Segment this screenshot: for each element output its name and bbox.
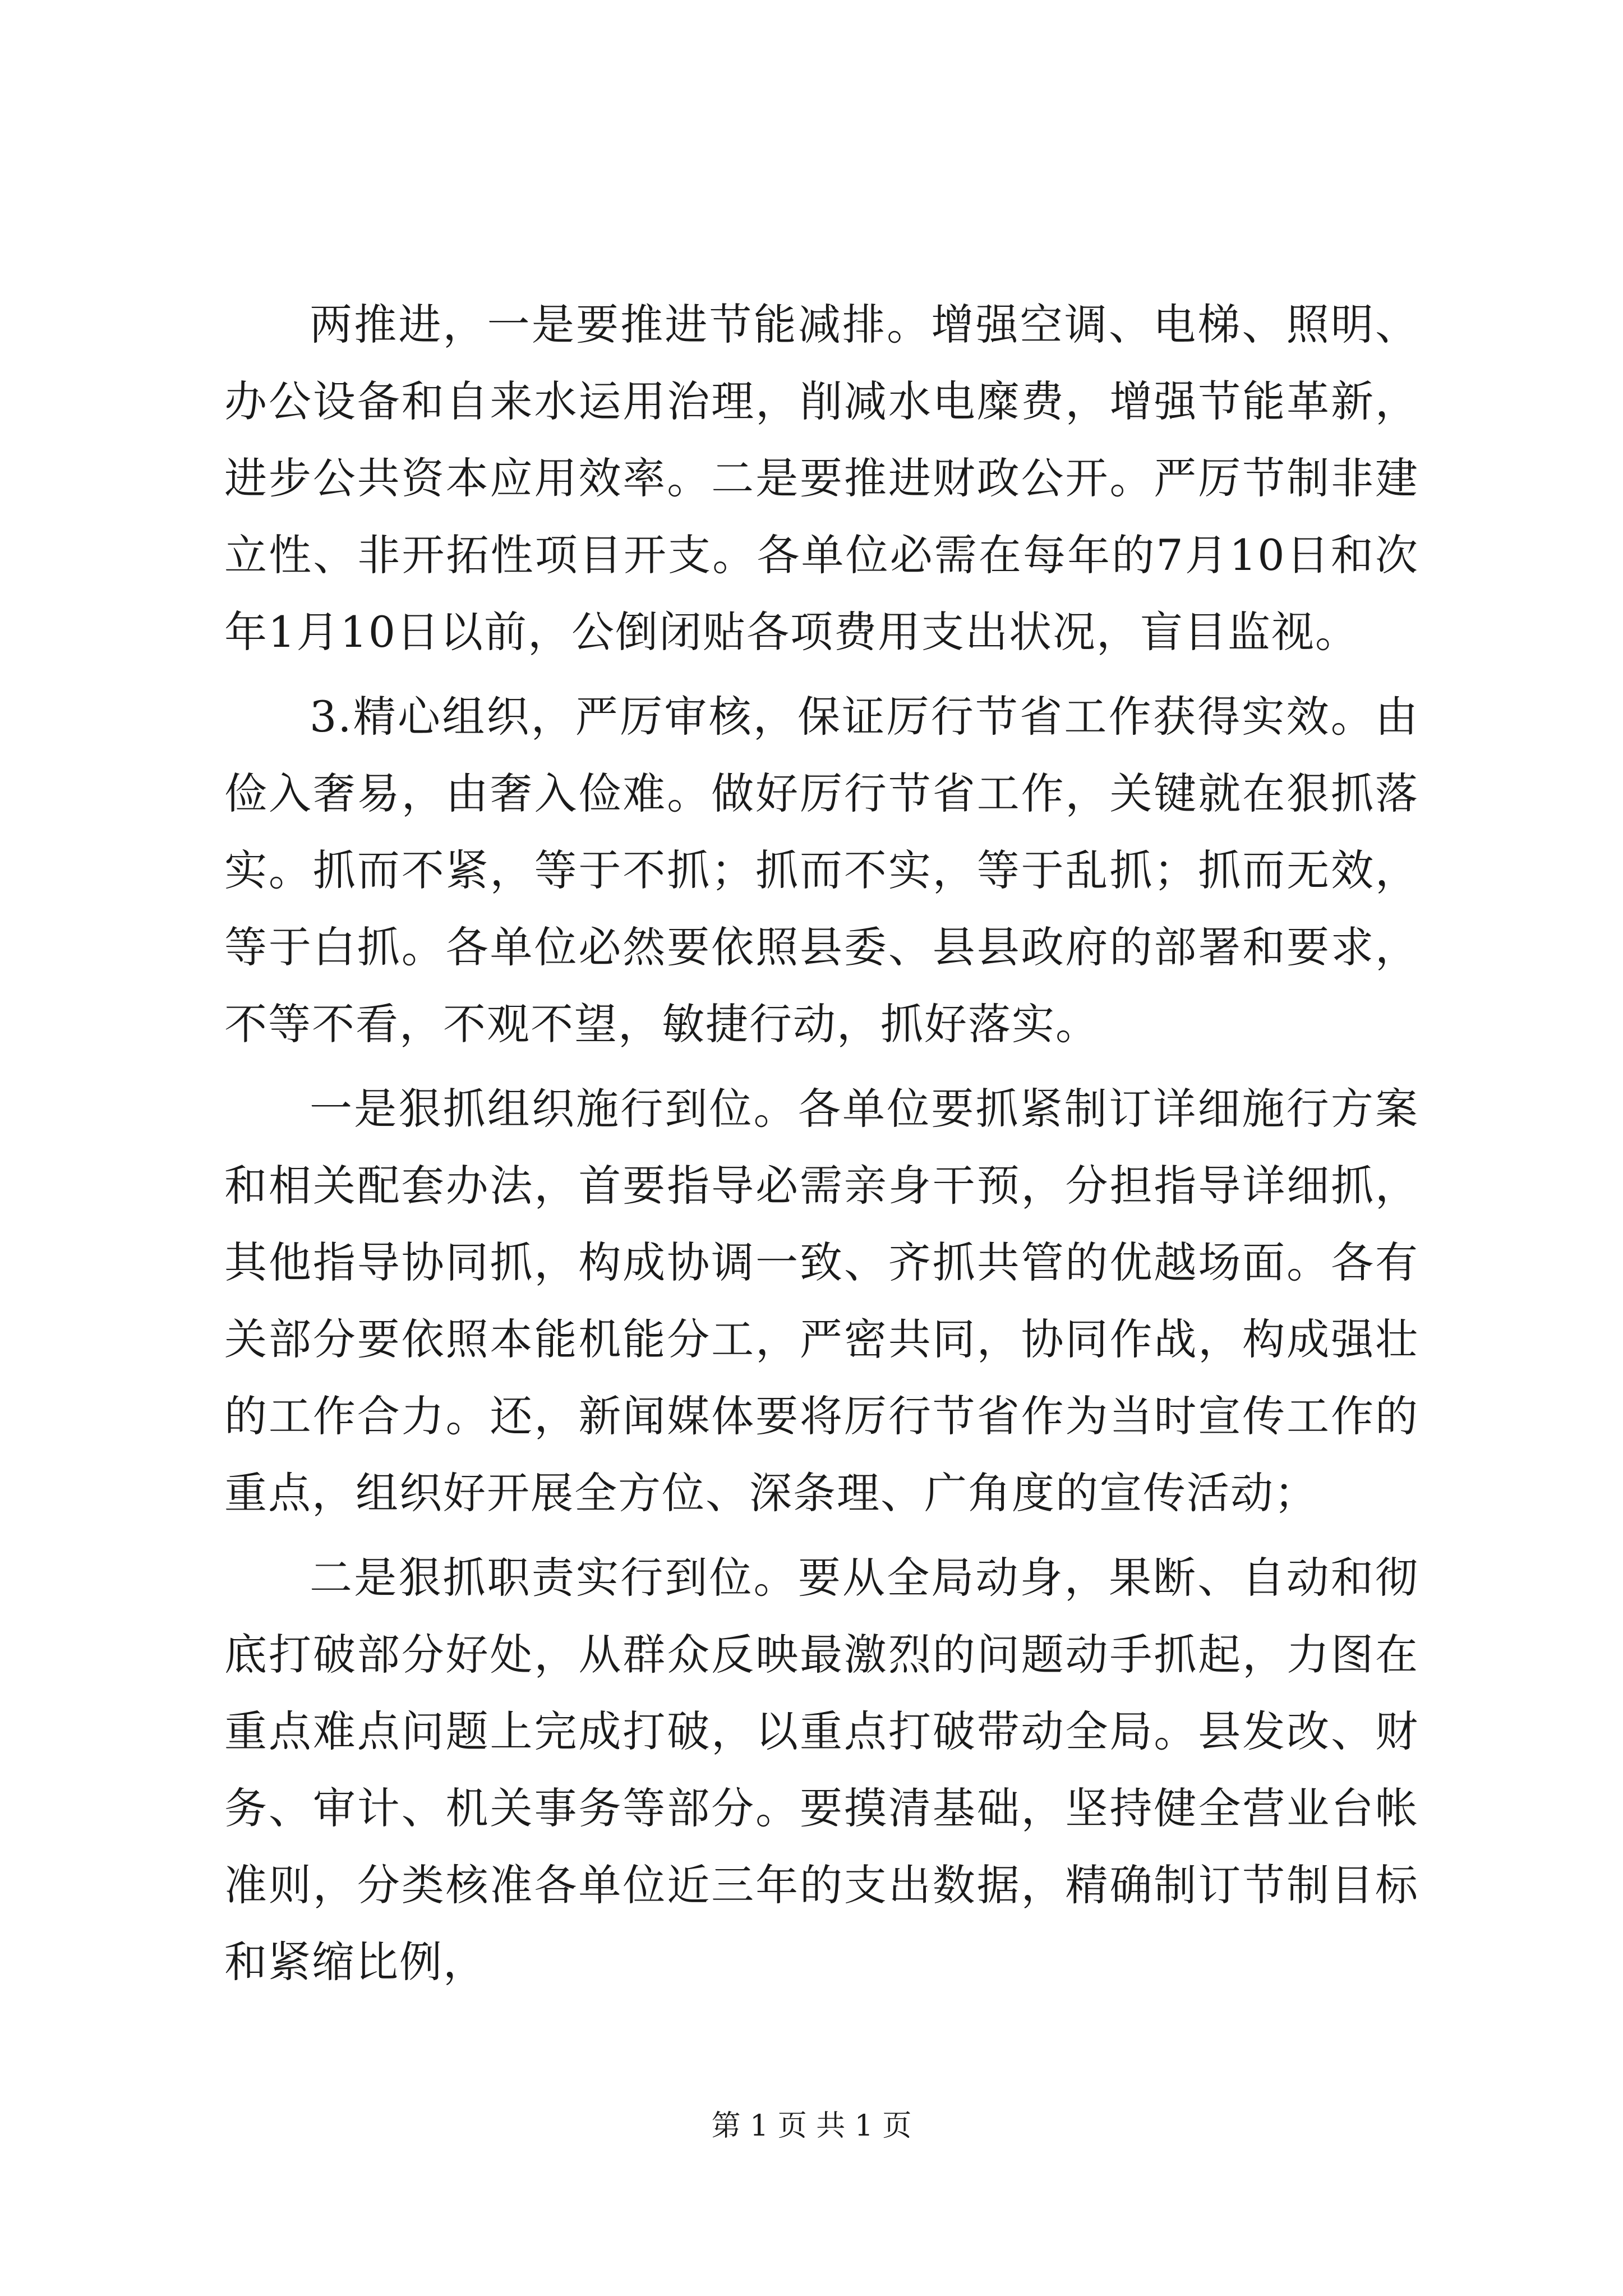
page-number-label: 第 1 页 共 1 页	[711, 2109, 912, 2143]
paragraph-1: 两推进，一是要推进节能减排。增强空调、电梯、照明、办公设备和自来水运用治理，削减水电糜费，增强节能革新，进步公共资本应用效率。二是要推进财政公开。严厉节制非建立性、非开拓性项目开支。各单位必需在每年的7月10日和次年1月10日以前，公倒闭贴各项费用支出状况，盲目监视。	[224, 300, 1419, 657]
document-body	[224, 286, 1419, 2008]
paragraph-2: 3.精心组织，严厉审核，保证厉行节省工作获得实效。由俭入奢易，由奢入俭难。做好厉行节省工作，关键就在狠抓落实。抓而不紧，等于不抓；抓而不实，等于乱抓；抓而无效，等于白抓。各单位必然要依照县委、县县政府的部署和要求，不等不看，不观不望，敏捷行动，抓好落实。	[224, 692, 1419, 1049]
page-footer	[0, 2106, 1623, 2146]
paragraph-4: 二是狠抓职责实行到位。要从全局动身，果断、自动和彻底打破部分好处，从群众反映最激烈的问题动手抓起，力图在重点难点问题上完成打破，以重点打破带动全局。县发改、财务、审计、机关事务等部分。要摸清基础，坚持健全营业台帐准则，分类核准各单位近三年的支出数据，精确制订节制目标和紧缩比例，	[224, 1553, 1419, 1987]
paragraph-3: 一是狠抓组织施行到位。各单位要抓紧制订详细施行方案和相关配套办法，首要指导必需亲身干预，分担指导详细抓，其他指导协同抓，构成协调一致、齐抓共管的优越场面。各有关部分要依照本能机能分工，严密共同，协同作战，构成强壮的工作合力。还，新闻媒体要将厉行节省作为当时宣传工作的重点，组织好开展全方位、深条理、广角度的宣传活动；	[224, 1084, 1419, 1518]
